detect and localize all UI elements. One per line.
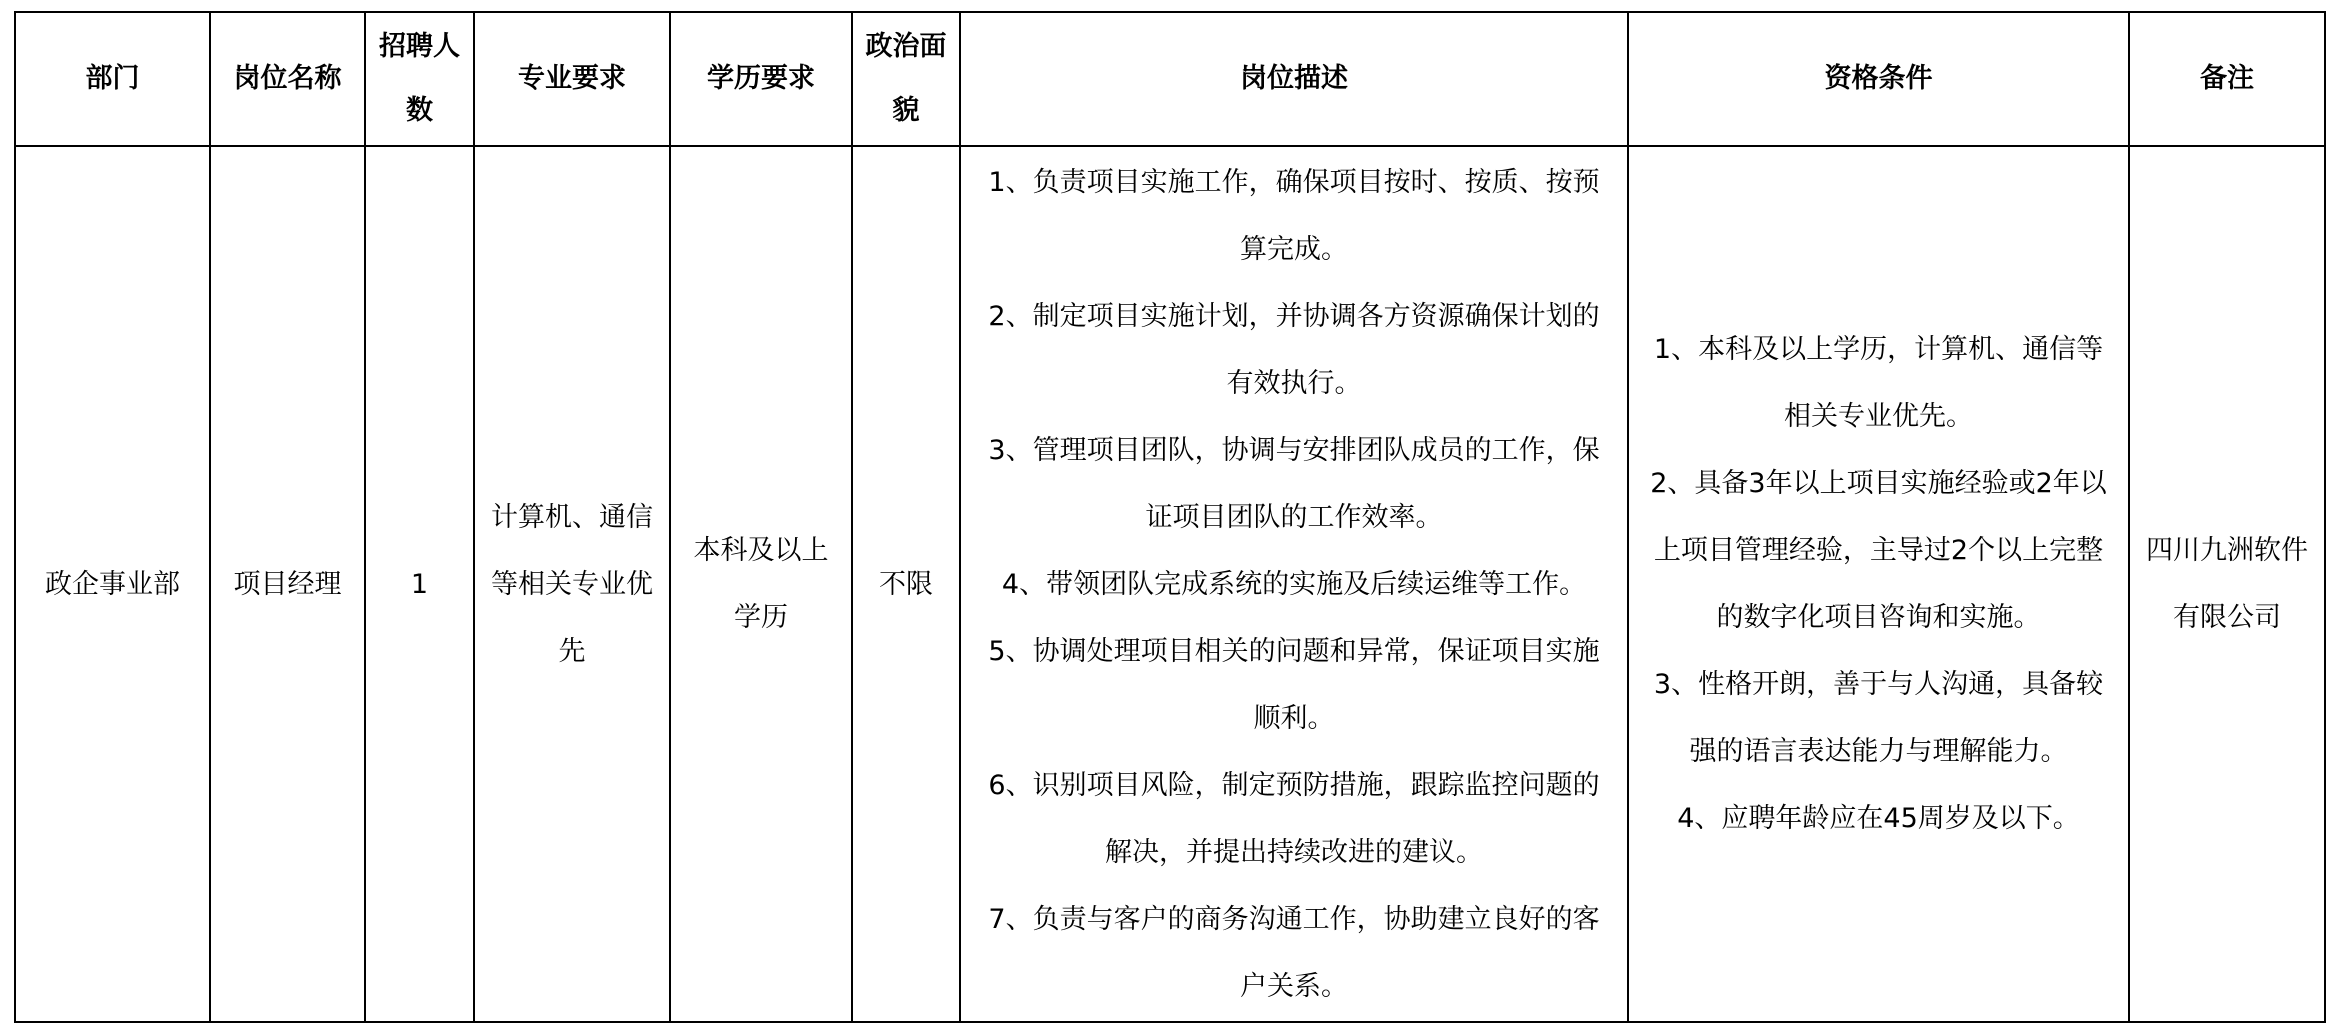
description-item: 3、管理项目团队，协调与安排团队成员的工作，保证项目团队的工作效率。 xyxy=(988,434,1600,533)
cell-qualifications xyxy=(1628,146,2129,1022)
education-value: 本科及以上学历 xyxy=(693,535,829,633)
header-major: 专业要求 xyxy=(474,12,670,146)
cell-position xyxy=(210,146,365,1022)
header-description: 岗位描述 xyxy=(960,12,1628,146)
cell-education xyxy=(670,146,852,1022)
header-department: 部门 xyxy=(15,12,210,146)
description-item: 6、识别项目风险，制定预防措施，跟踪监控问题的解决，并提出持续改进的建议。 xyxy=(988,769,1600,868)
qualification-item: 3、性格开朗，善于与人沟通，具备较强的语言表达能力与理解能力。 xyxy=(1653,669,2104,767)
description-item: 4、带领团队完成系统的实施及后续运维等工作。 xyxy=(1001,568,1587,600)
position-value: 项目经理 xyxy=(233,568,342,600)
header-position: 岗位名称 xyxy=(210,12,365,146)
description-item: 2、制定项目实施计划，并协调各方资源确保计划的有效执行。 xyxy=(988,300,1600,399)
description-item: 1、负责项目实施工作，确保项目按时、按质、按预算完成。 xyxy=(988,166,1600,265)
cell-political xyxy=(852,146,960,1022)
political-value: 不限 xyxy=(879,568,933,600)
qualification-item: 2、具备3年以上项目实施经验或2年以上项目管理经验，主导过2个以上完整的数字化项目咨询和实施。 xyxy=(1650,468,2107,633)
cell-headcount xyxy=(365,146,474,1022)
header-remarks: 备注 xyxy=(2129,12,2325,146)
description-item: 7、负责与客户的商务沟通工作，协助建立良好的客户关系。 xyxy=(988,903,1600,1002)
table-header xyxy=(15,12,2325,146)
description-item: 5、协调处理项目相关的问题和异常，保证项目实施顺利。 xyxy=(988,635,1600,734)
major-value: 计算机、通信等相关专业优先 xyxy=(491,501,653,667)
header-headcount: 招聘人数 xyxy=(365,12,474,146)
department-value: 政企事业部 xyxy=(45,568,180,600)
job-posting-table xyxy=(14,11,2326,1023)
qualification-item: 4、应聘年龄应在45周岁及以下。 xyxy=(1677,803,2080,834)
qualification-item: 1、本科及以上学历，计算机、通信等相关专业优先。 xyxy=(1653,334,2104,432)
remarks-value: 四川九洲软件有限公司 xyxy=(2146,535,2308,633)
cell-department xyxy=(15,146,210,1022)
header-qualifications: 资格条件 xyxy=(1628,12,2129,146)
table-body xyxy=(15,146,2325,1022)
headcount-value: 1 xyxy=(410,568,429,600)
header-political: 政治面貌 xyxy=(852,12,960,146)
cell-remarks xyxy=(2129,146,2325,1022)
header-row xyxy=(15,12,2325,146)
header-education: 学历要求 xyxy=(670,12,852,146)
cell-major xyxy=(474,146,670,1022)
table-row xyxy=(15,146,2325,1022)
cell-description xyxy=(960,146,1628,1022)
